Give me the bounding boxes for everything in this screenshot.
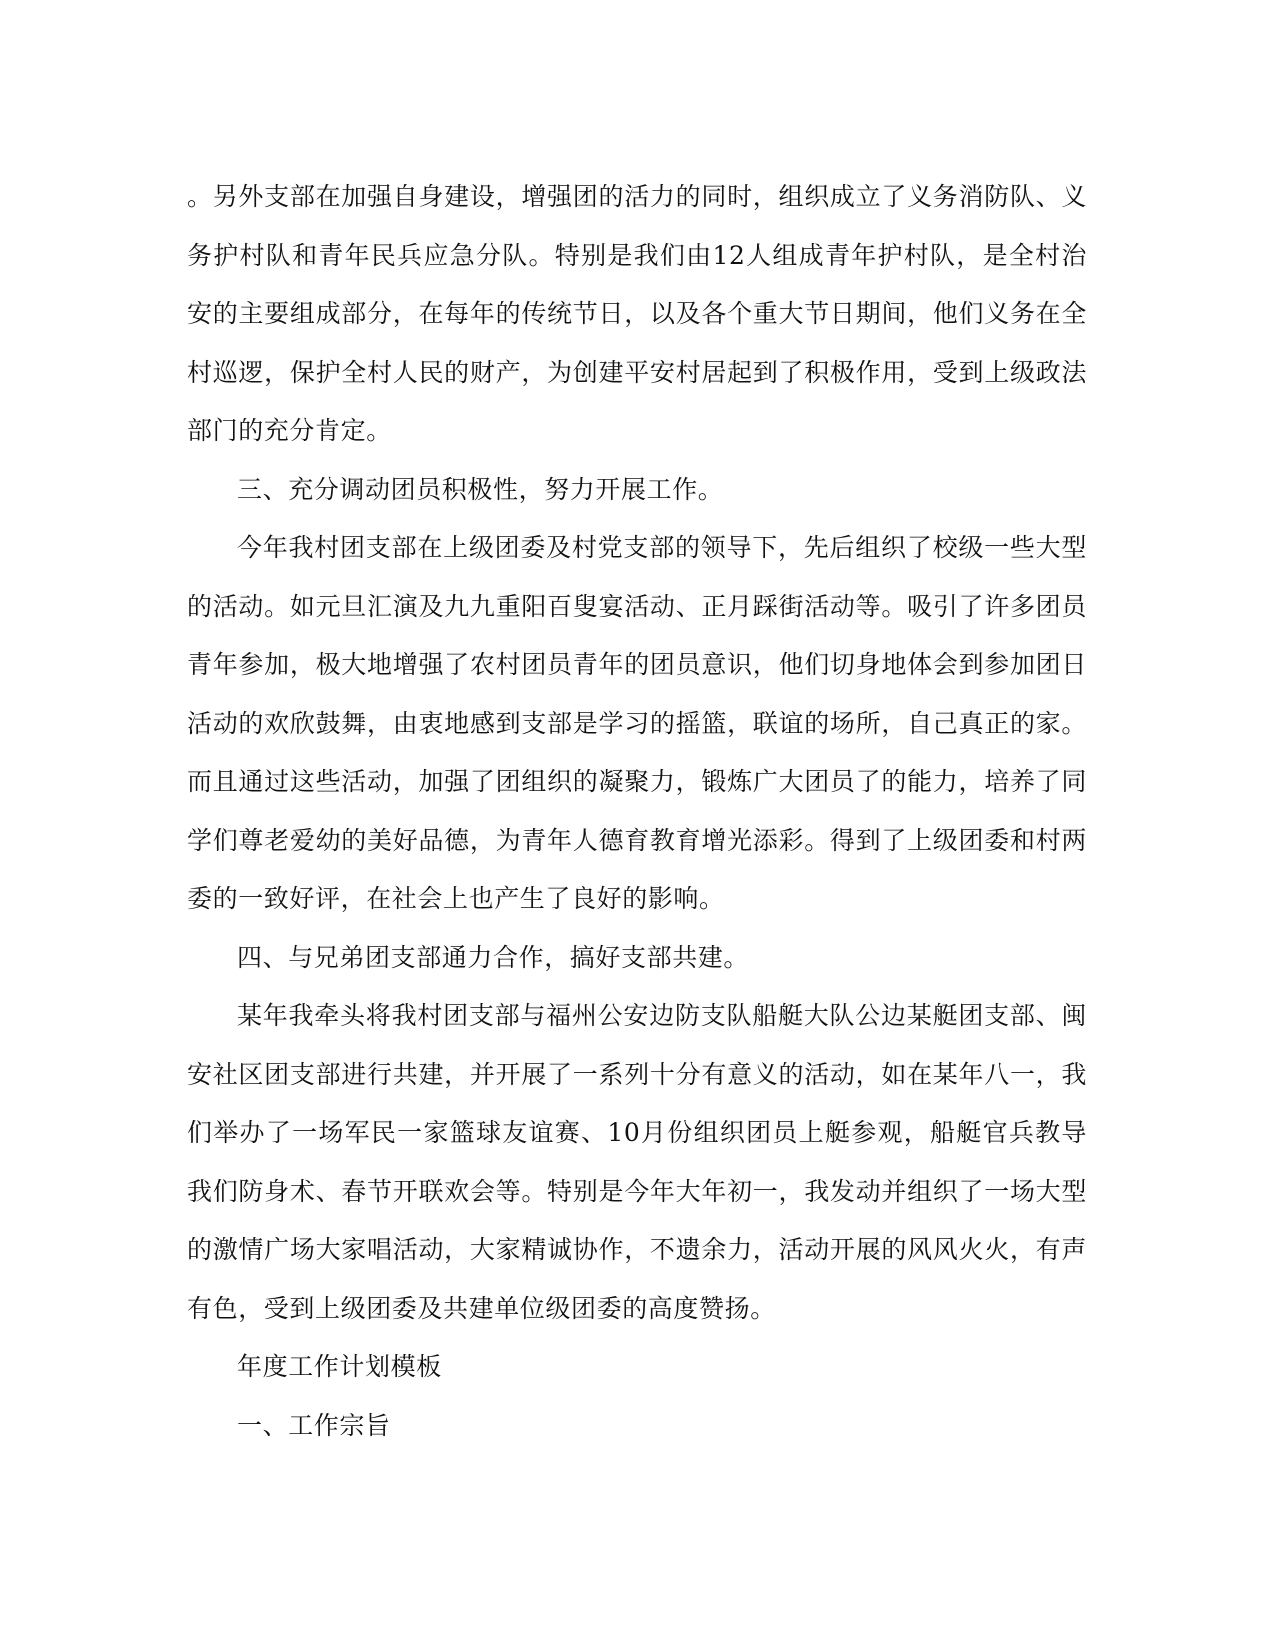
paragraph-cooperation: 某年我牵头将我村团支部与福州公安边防支队船艇大队公边某艇团支部、闽安社区团支部进行共建，并开展了一系列十分有意义的活动，如在某年八一，我们举办了一场军民一家篮球友谊赛、10月份组织团员上艇参观，船艇官兵教导我们防身术、春节开联欢会等。特别是今年大年初一，我发动并组织了一场大型的激情广场大家唱活动，大家精诚协作，不遗余力，活动开展的风风火火，有声有色，受到上级团委及共建单位级团委的高度赞扬。 [187,1001,1087,1323]
template-title: 年度工作计划模板 [237,1352,442,1381]
paragraph-continuation: 。另外支部在加强自身建设，增强团的活力的同时，组织成立了义务消防队、义务护村队和青年民兵应急分队。特别是我们由12人组成青年护村队，是全村治安的主要组成部分，在每年的传统节日，以及各个重大节日期间，他们义务在全村巡逻，保护全村人民的财产，为创建平安村居起到了积极作用，受到上级政法部门的充分肯定。 [187,182,1087,445]
paragraph-activities: 今年我村团支部在上级团委及村党支部的领导下，先后组织了校级一些大型的活动。如元旦汇演及九九重阳百叟宴活动、正月踩街活动等。吸引了许多团员青年参加，极大地增强了农村团员青年的团员意识，他们切身地体会到参加团日活动的欢欣鼓舞，由衷地感到支部是学习的摇篮，联谊的场所，自己真正的家。而且通过这些活动，加强了团组织的凝聚力，锻炼广大团员了的能力，培养了同学们尊老爱幼的美好品德，为青年人德育教育增光添彩。得到了上级团委和村两委的一致好评，在社会上也产生了良好的影响。 [187,533,1087,913]
section-heading-three: 三、充分调动团员积极性，努力开展工作。 [237,474,724,504]
section-heading-one: 一、工作宗旨 [237,1410,391,1440]
section-heading-four: 四、与兄弟团支部通力合作，搞好支部共建。 [237,942,750,972]
document-body [187,168,1087,1455]
